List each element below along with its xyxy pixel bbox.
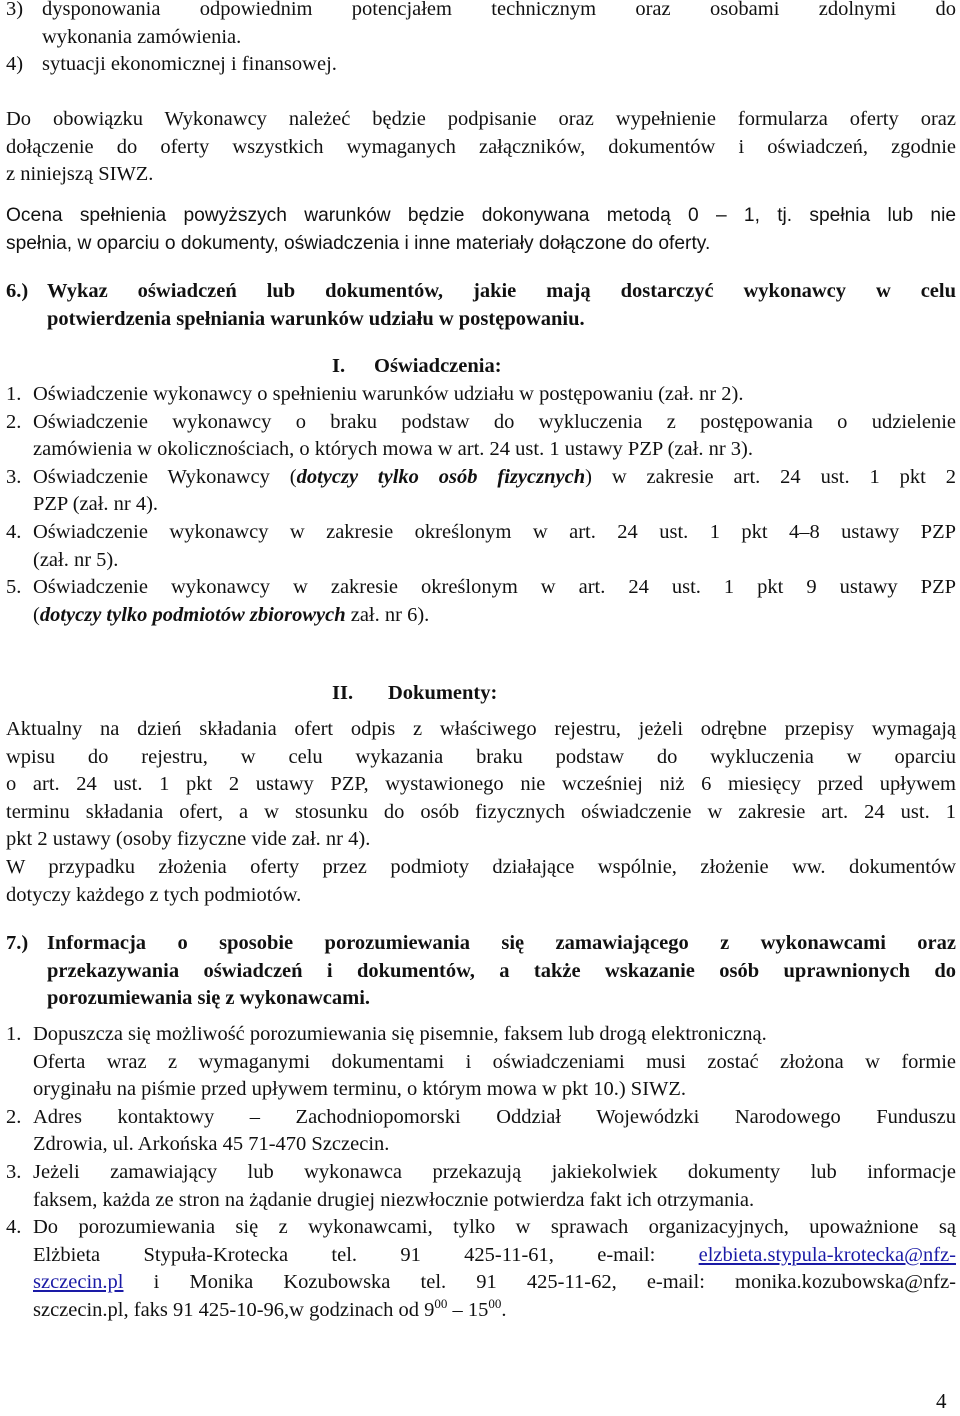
paragraph-line: pkt 2 ustawy (osoby fizyczne vide zał. nr 4).	[6, 828, 371, 851]
emphasis-text: dotyczy tylko osób fizycznych	[296, 465, 586, 488]
list-text	[33, 1242, 956, 1270]
text-run: (	[33, 603, 40, 626]
list-number: 5.	[6, 576, 22, 599]
declarations-list	[6, 381, 956, 629]
section-number: 7.)	[6, 932, 29, 954]
list-text: oryginału na piśmie przed upływem terminu, o którym mowa w pkt 10.) SIWZ.	[33, 1078, 687, 1101]
list-item	[6, 1104, 956, 1159]
list-number: 2.	[6, 410, 22, 433]
text-run: – 15	[447, 1298, 489, 1321]
list-item	[6, 409, 956, 464]
documents-paragraph	[6, 716, 956, 909]
email-link[interactable]: elzbieta.stypula-krotecka@nfz-	[698, 1243, 956, 1266]
text-run: .	[501, 1298, 507, 1321]
paragraph-line: dotyczy każdego z tych podmiotów.	[6, 883, 302, 906]
list-number: 1.	[6, 1023, 22, 1045]
paragraph-line: Do obowiązku Wykonawcy należeć będzie podpisanie oraz wypełnienie formularza oferty oraz	[6, 108, 956, 130]
list-number: 3.	[6, 1160, 22, 1183]
communication-list	[6, 1021, 956, 1326]
superscript: 00	[434, 1295, 448, 1311]
list-item	[6, 574, 956, 629]
list-text: Oferta wraz z wymaganymi dokumentami i oświadczeniami musi zostać złożona w formie	[33, 1050, 956, 1073]
paragraph-obligations	[6, 106, 956, 189]
list-number: 4.	[6, 1216, 22, 1239]
list-number: 1.	[6, 383, 22, 405]
list-text: Oświadczenie wykonawcy w zakresie określonym w art. 24 ust. 1 pkt 9 ustawy PZP	[33, 576, 956, 599]
list-text: faksem, każda ze stron na żądanie drugiej niezwłocznie potwierdza fakt ich otrzymania.	[33, 1188, 755, 1211]
list-text: dysponowania odpowiednim potencjałem technicznym oraz osobami zdolnymi do	[42, 0, 956, 20]
list-text: Do porozumiewania się z wykonawcami, tylko w sprawach organizacyjnych, upoważnione są	[33, 1216, 956, 1239]
text-run: szczecin.pl, faks 91 425-10-96,w godzinach od 9	[33, 1298, 435, 1321]
subsection-number: II.	[332, 682, 354, 704]
text-run: ) w zakresie art. 24 ust. 1 pkt 2	[585, 465, 956, 488]
list-number: 4)	[6, 53, 24, 75]
subsection-title: Dokumenty:	[388, 682, 498, 704]
paragraph-line: Aktualny na dzień składania ofert odpis z właściwego rejestru, jeżeli odrębne przepisy wymagają	[6, 718, 956, 740]
list-text: Dopuszcza się możliwość porozumiewania się pisemnie, faksem lub drogą elektroniczną.	[33, 1023, 767, 1045]
paragraph-line: o art. 24 ust. 1 pkt 2 ustawy PZP, wystawionego nie wcześniej niż 6 miesięcy przed upływem	[6, 773, 956, 796]
section-7-heading	[6, 930, 956, 1013]
text-run: i Monika Kozubowska tel. 91 425-11-62, e-mail: monika.kozubowska@nfz-	[123, 1271, 956, 1294]
list-item	[6, 1021, 956, 1104]
paragraph-line: terminu składania ofert, a w stosunku do osób fizycznych oświadczenie w zakresie art. 24 ust. 1	[6, 800, 956, 823]
list-text	[33, 1269, 956, 1297]
emphasis-text: dotyczy tylko podmiotów zbiorowych	[39, 603, 346, 626]
section-title: Wykaz oświadczeń lub dokumentów, jakie mają dostarczyć wykonawcy w celu	[47, 280, 956, 302]
list-item	[6, 464, 956, 519]
list-text: (zał. nr 5).	[33, 548, 119, 571]
list-text	[33, 1297, 956, 1326]
list-item	[6, 381, 956, 409]
list-text	[33, 602, 956, 630]
list-text: wykonania zamówienia.	[42, 25, 242, 48]
superscript: 00	[488, 1295, 502, 1311]
text-run: Oświadczenie Wykonawcy (	[33, 465, 297, 488]
email-link[interactable]: szczecin.pl	[33, 1271, 124, 1294]
section-title: Informacja o sposobie porozumiewania się zamawiającego z wykonawcami oraz	[47, 932, 956, 954]
section-6-heading	[6, 278, 956, 333]
paragraph-line: wpisu do rejestru, w celu wykazania braku podstaw do wykluczenia w oparciu	[6, 745, 956, 768]
list-text: Oświadczenie wykonawcy w zakresie określonym w art. 24 ust. 1 pkt 4–8 ustawy PZP	[33, 520, 956, 543]
list-text: Oświadczenie wykonawcy o braku podstaw do wykluczenia z postępowania o udzielenie	[33, 410, 956, 433]
subsection-title: Oświadczenia:	[374, 355, 502, 377]
list-number: 3)	[6, 0, 24, 20]
list-number: 3.	[6, 465, 22, 488]
list-text: Zdrowia, ul. Arkońska 45 71-470 Szczecin.	[33, 1133, 390, 1156]
list-number: 2.	[6, 1105, 22, 1128]
section-number: 6.)	[6, 280, 29, 302]
list-text: zamówienia w okolicznościach, o których mowa w art. 24 ust. 1 ustawy PZP (zał. nr 3).	[33, 438, 753, 461]
section-title: porozumiewania się z wykonawcami.	[47, 987, 371, 1010]
paragraph-line: z niniejszą SIWZ.	[6, 163, 154, 186]
page-number: 4	[936, 1389, 947, 1413]
list-item-3	[6, 0, 956, 51]
list-item	[6, 1214, 956, 1325]
paragraph-line: spełnia, w oparciu o dokumenty, oświadczenia i inne materiały dołączone do oferty.	[6, 232, 711, 254]
section-title: przekazywania oświadczeń i dokumentów, a także wskazanie osób uprawnionych do	[47, 959, 956, 982]
list-item	[6, 1159, 956, 1214]
list-text: Adres kontaktowy – Zachodniopomorski Oddział Wojewódzki Narodowego Funduszu	[33, 1105, 956, 1128]
paragraph-line: dołączenie do oferty wszystkich wymaganych załączników, dokumentów i oświadczeń, zgodnie	[6, 135, 956, 158]
text-run: zał. nr 6).	[345, 603, 430, 626]
list-item	[6, 519, 956, 574]
section-title: potwierdzenia spełniania warunków udziału w postępowaniu.	[47, 307, 585, 330]
paragraph-line: W przypadku złożenia oferty przez podmioty działające wspólnie, złożenie ww. dokumentów	[6, 855, 956, 878]
list-number: 4.	[6, 520, 22, 543]
text-run: Elżbieta Stypuła-Krotecka tel. 91 425-11-61, e-mail:	[33, 1243, 699, 1266]
list-text: sytuacji ekonomicznej i finansowej.	[42, 53, 337, 75]
list-text: Oświadczenie wykonawcy o spełnieniu warunków udziału w postępowaniu (zał. nr 2).	[33, 383, 744, 405]
paragraph-line: Ocena spełnienia powyższych warunków będzie dokonywana metodą 0 – 1, tj. spełnia lub nie	[6, 205, 956, 226]
subsection-number: I.	[332, 355, 346, 377]
list-text	[33, 464, 956, 492]
list-item-4	[6, 51, 956, 79]
paragraph-evaluation	[6, 202, 956, 257]
list-text: Jeżeli zamawiający lub wykonawca przekazują jakiekolwiek dokumenty lub informacje	[33, 1160, 956, 1183]
list-text: PZP (zał. nr 4).	[33, 493, 159, 516]
